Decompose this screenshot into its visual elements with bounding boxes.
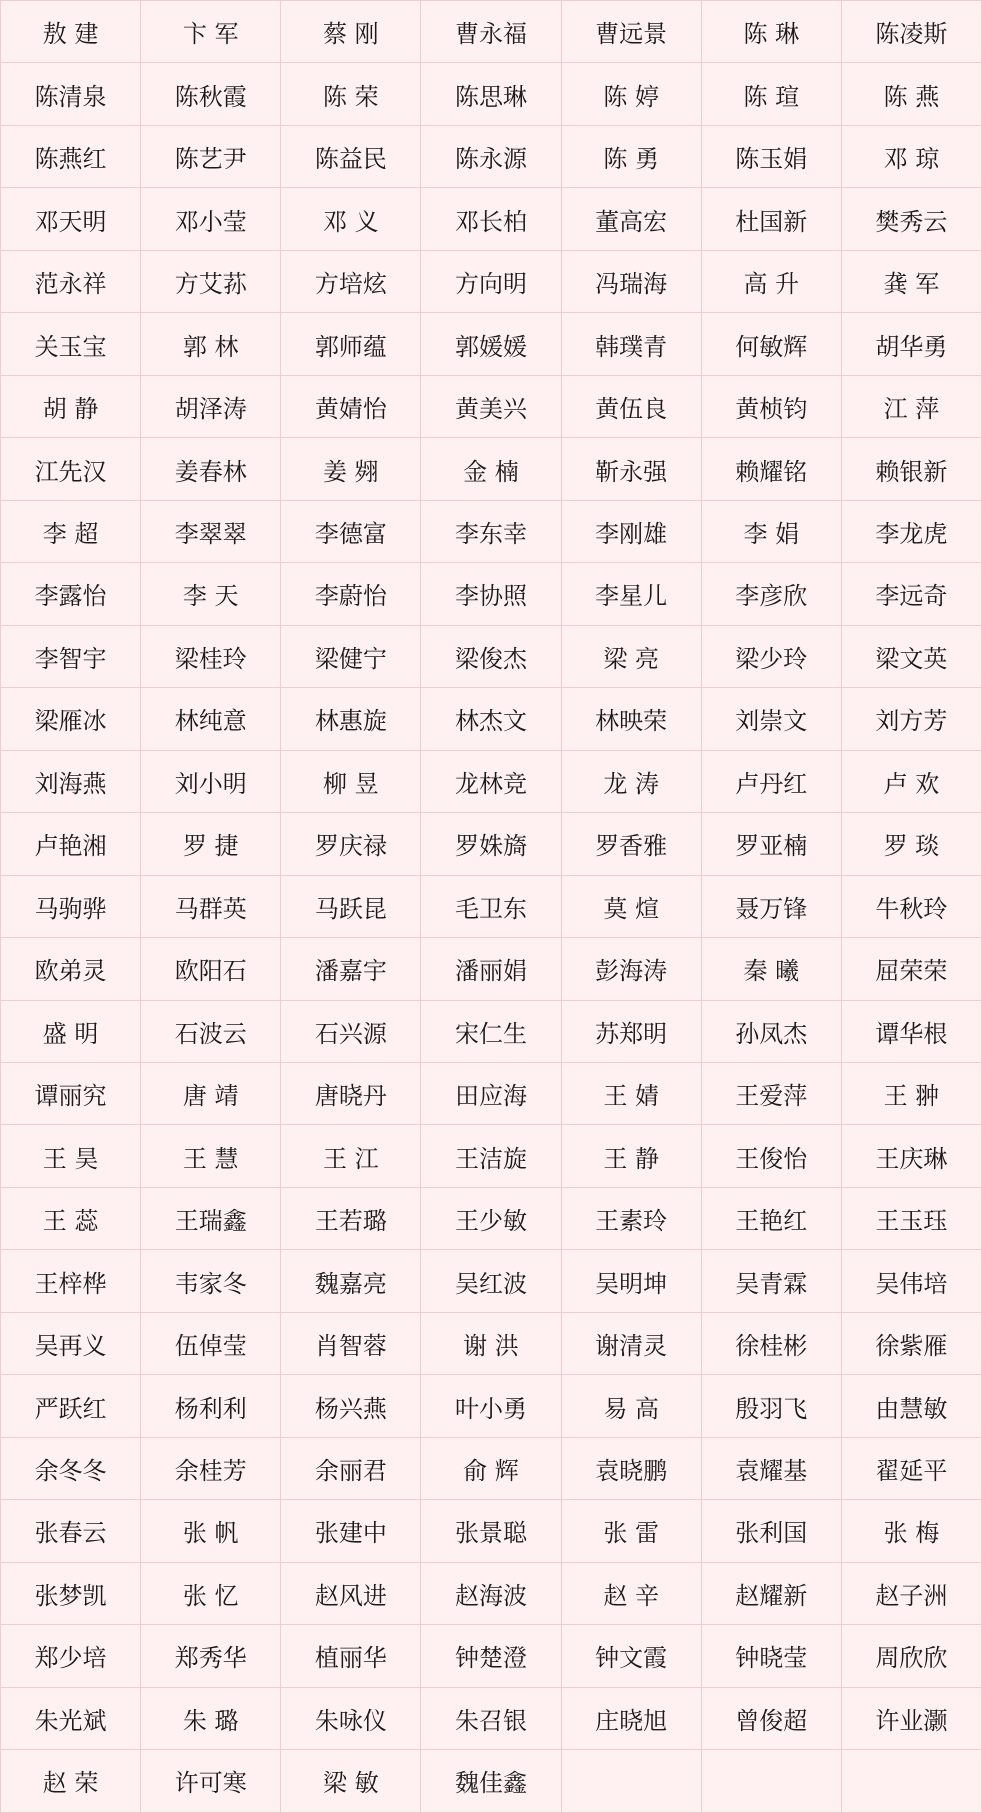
name-cell: 江 萍 [841, 375, 981, 437]
name-cell: 龙林竞 [421, 750, 561, 812]
name-cell: 石波云 [141, 1000, 281, 1062]
name-cell: 陈永源 [421, 125, 561, 187]
name-cell: 李 娟 [701, 500, 841, 562]
name-cell: 陈凌斯 [841, 1, 981, 63]
name-cell: 姜春林 [141, 438, 281, 500]
table-row [1, 1500, 982, 1562]
name-cell: 郑秀华 [141, 1625, 281, 1687]
name-cell: 田应海 [421, 1062, 561, 1124]
name-cell: 赵 辛 [561, 1562, 701, 1624]
table-row [1, 1375, 982, 1437]
name-cell: 黄伍良 [561, 375, 701, 437]
table-row [1, 1750, 982, 1812]
name-cell: 胡 静 [1, 375, 141, 437]
name-cell: 王 慧 [141, 1125, 281, 1187]
table-row [1, 750, 982, 812]
name-cell: 王若璐 [281, 1187, 421, 1249]
name-cell: 杨兴燕 [281, 1375, 421, 1437]
name-cell: 伍倬莹 [141, 1312, 281, 1374]
table-row [1, 250, 982, 312]
table-row [1, 1, 982, 63]
name-cell: 张春云 [1, 1500, 141, 1562]
table-row [1, 1250, 982, 1312]
name-cell: 盛 明 [1, 1000, 141, 1062]
name-cell: 林惠旋 [281, 688, 421, 750]
name-cell: 韦家冬 [141, 1250, 281, 1312]
name-cell: 苏郑明 [561, 1000, 701, 1062]
name-cell: 徐紫雁 [841, 1312, 981, 1374]
name-cell: 卢艳湘 [1, 813, 141, 875]
name-cell: 邓 琼 [841, 125, 981, 187]
name-cell: 李蔚怡 [281, 563, 421, 625]
name-cell: 严跃红 [1, 1375, 141, 1437]
name-cell: 张景聪 [421, 1500, 561, 1562]
name-cell: 王瑞鑫 [141, 1187, 281, 1249]
name-cell: 敖 建 [1, 1, 141, 63]
table-row [1, 1625, 982, 1687]
name-cell: 钟晓莹 [701, 1625, 841, 1687]
name-cell: 张 雷 [561, 1500, 701, 1562]
name-cell: 张建中 [281, 1500, 421, 1562]
name-cell: 韩璞青 [561, 313, 701, 375]
name-cell: 金 楠 [421, 438, 561, 500]
table-row [1, 313, 982, 375]
name-cell: 李远奇 [841, 563, 981, 625]
table-row [1, 1062, 982, 1124]
name-cell: 李 超 [1, 500, 141, 562]
name-cell: 黄美兴 [421, 375, 561, 437]
table-row [1, 500, 982, 562]
name-cell: 王 昊 [1, 1125, 141, 1187]
name-cell: 王俊怡 [701, 1125, 841, 1187]
name-cell: 邓小莹 [141, 188, 281, 250]
name-cell: 朱咏仪 [281, 1687, 421, 1749]
name-cell: 林纯意 [141, 688, 281, 750]
name-cell: 杜国新 [701, 188, 841, 250]
name-cell: 徐桂彬 [701, 1312, 841, 1374]
name-cell: 胡泽涛 [141, 375, 281, 437]
name-cell: 关玉宝 [1, 313, 141, 375]
name-cell: 李翠翠 [141, 500, 281, 562]
name-cell: 范永祥 [1, 250, 141, 312]
name-cell: 袁晓鹏 [561, 1437, 701, 1499]
name-cell: 郭媛媛 [421, 313, 561, 375]
name-cell: 植丽华 [281, 1625, 421, 1687]
name-cell: 欧阳石 [141, 938, 281, 1000]
name-cell: 孙凤杰 [701, 1000, 841, 1062]
name-cell: 赵风进 [281, 1562, 421, 1624]
name-cell: 罗 琰 [841, 813, 981, 875]
name-cell: 王爱萍 [701, 1062, 841, 1124]
table-row [1, 1437, 982, 1499]
name-cell: 梁俊杰 [421, 625, 561, 687]
name-cell: 许可寒 [141, 1750, 281, 1812]
name-cell: 吴明坤 [561, 1250, 701, 1312]
name-cell: 陈秋霞 [141, 63, 281, 125]
name-cell: 李龙虎 [841, 500, 981, 562]
name-cell: 张利国 [701, 1500, 841, 1562]
name-cell: 罗 捷 [141, 813, 281, 875]
name-cell: 朱光斌 [1, 1687, 141, 1749]
name-cell: 赖银新 [841, 438, 981, 500]
name-cell: 谢 洪 [421, 1312, 561, 1374]
name-cell: 陈 勇 [561, 125, 701, 187]
name-cell: 余桂芳 [141, 1437, 281, 1499]
name-cell: 张 梅 [841, 1500, 981, 1562]
name-cell: 牛秋玲 [841, 875, 981, 937]
name-cell: 唐 靖 [141, 1062, 281, 1124]
name-cell: 魏佳鑫 [421, 1750, 561, 1812]
name-cell: 潘丽娟 [421, 938, 561, 1000]
name-cell: 王 江 [281, 1125, 421, 1187]
name-cell: 唐晓丹 [281, 1062, 421, 1124]
name-cell: 王 翀 [841, 1062, 981, 1124]
name-cell: 朱 璐 [141, 1687, 281, 1749]
name-cell: 梁少玲 [701, 625, 841, 687]
name-cell: 张 忆 [141, 1562, 281, 1624]
name-cell: 石兴源 [281, 1000, 421, 1062]
name-cell: 梁 亮 [561, 625, 701, 687]
name-cell: 刘小明 [141, 750, 281, 812]
name-cell: 殷羽飞 [701, 1375, 841, 1437]
table-row [1, 563, 982, 625]
name-cell: 曾俊超 [701, 1687, 841, 1749]
name-cell: 钟楚澄 [421, 1625, 561, 1687]
name-cell: 赖耀铭 [701, 438, 841, 500]
name-cell: 许业灏 [841, 1687, 981, 1749]
name-cell: 钟文霞 [561, 1625, 701, 1687]
table-row [1, 1687, 982, 1749]
name-cell: 曹永福 [421, 1, 561, 63]
table-row [1, 688, 982, 750]
name-cell: 潘嘉宇 [281, 938, 421, 1000]
table-row [1, 1000, 982, 1062]
name-cell: 赵耀新 [701, 1562, 841, 1624]
name-cell: 林杰文 [421, 688, 561, 750]
name-cell: 李彦欣 [701, 563, 841, 625]
name-cell: 郭 林 [141, 313, 281, 375]
table-row [1, 188, 982, 250]
table-row [1, 875, 982, 937]
name-cell: 刘崇文 [701, 688, 841, 750]
name-cell: 樊秀云 [841, 188, 981, 250]
name-cell: 龚 军 [841, 250, 981, 312]
name-cell: 黄桢钧 [701, 375, 841, 437]
table-row [1, 1312, 982, 1374]
name-cell: 梁 敏 [281, 1750, 421, 1812]
name-cell: 陈益民 [281, 125, 421, 187]
name-cell: 欧弟灵 [1, 938, 141, 1000]
name-cell: 王少敏 [421, 1187, 561, 1249]
name-cell: 李刚雄 [561, 500, 701, 562]
name-cell: 赵海波 [421, 1562, 561, 1624]
name-cell: 易 高 [561, 1375, 701, 1437]
name-cell: 陈 荣 [281, 63, 421, 125]
name-cell: 王 静 [561, 1125, 701, 1187]
name-cell: 聂万锋 [701, 875, 841, 937]
table-row [1, 438, 982, 500]
name-cell: 叶小勇 [421, 1375, 561, 1437]
name-cell: 蔡 刚 [281, 1, 421, 63]
name-cell: 张 帆 [141, 1500, 281, 1562]
name-cell: 谭丽究 [1, 1062, 141, 1124]
name-cell: 陈 婷 [561, 63, 701, 125]
name-cell: 王玉珏 [841, 1187, 981, 1249]
name-cell: 赵子洲 [841, 1562, 981, 1624]
name-cell: 邓 义 [281, 188, 421, 250]
name-cell: 方培炫 [281, 250, 421, 312]
name-cell: 郑少培 [1, 1625, 141, 1687]
name-cell: 杨利利 [141, 1375, 281, 1437]
name-cell: 余丽君 [281, 1437, 421, 1499]
name-cell: 庄晓旭 [561, 1687, 701, 1749]
name-cell: 罗香雅 [561, 813, 701, 875]
name-cell: 李露怡 [1, 563, 141, 625]
name-cell [561, 1750, 701, 1812]
name-cell: 梁文英 [841, 625, 981, 687]
name-cell: 卢 欢 [841, 750, 981, 812]
name-cell: 肖智蓉 [281, 1312, 421, 1374]
table-row [1, 125, 982, 187]
name-cell: 屈荣荣 [841, 938, 981, 1000]
name-cell: 靳永强 [561, 438, 701, 500]
name-cell: 王洁旋 [421, 1125, 561, 1187]
name-cell: 陈思琳 [421, 63, 561, 125]
name-cell: 陈艺尹 [141, 125, 281, 187]
name-cell [841, 1750, 981, 1812]
name-cell: 谢清灵 [561, 1312, 701, 1374]
name-cell: 彭海涛 [561, 938, 701, 1000]
table-row [1, 1125, 982, 1187]
name-cell: 秦 曦 [701, 938, 841, 1000]
name-cell: 谭华根 [841, 1000, 981, 1062]
name-cell: 朱召银 [421, 1687, 561, 1749]
name-cell: 李协照 [421, 563, 561, 625]
name-cell: 袁耀基 [701, 1437, 841, 1499]
name-cell: 方艾荪 [141, 250, 281, 312]
name-cell: 由慧敏 [841, 1375, 981, 1437]
name-cell: 陈玉娟 [701, 125, 841, 187]
table-row [1, 1562, 982, 1624]
name-cell: 高 升 [701, 250, 841, 312]
name-cell: 郭师蕴 [281, 313, 421, 375]
name-cell: 赵 荣 [1, 1750, 141, 1812]
name-cell: 林映荣 [561, 688, 701, 750]
table-row [1, 938, 982, 1000]
name-cell: 莫 煊 [561, 875, 701, 937]
name-cell: 姜 翙 [281, 438, 421, 500]
name-cell: 李 天 [141, 563, 281, 625]
name-cell: 余冬冬 [1, 1437, 141, 1499]
name-cell: 陈 瑄 [701, 63, 841, 125]
name-cell: 吴伟培 [841, 1250, 981, 1312]
name-cell: 翟延平 [841, 1437, 981, 1499]
name-cell [701, 1750, 841, 1812]
name-cell: 邓长柏 [421, 188, 561, 250]
name-cell: 卞 军 [141, 1, 281, 63]
table-row [1, 813, 982, 875]
name-cell: 江先汉 [1, 438, 141, 500]
name-cell: 周欣欣 [841, 1625, 981, 1687]
name-cell: 卢丹红 [701, 750, 841, 812]
name-cell: 胡华勇 [841, 313, 981, 375]
name-cell: 俞 辉 [421, 1437, 561, 1499]
name-cell: 王庆琳 [841, 1125, 981, 1187]
name-cell: 曹远景 [561, 1, 701, 63]
name-cell: 陈 琳 [701, 1, 841, 63]
name-cell: 陈清泉 [1, 63, 141, 125]
table-row [1, 375, 982, 437]
name-cell: 梁雁冰 [1, 688, 141, 750]
name-cell: 吴青霖 [701, 1250, 841, 1312]
table-row [1, 63, 982, 125]
name-cell: 王梓桦 [1, 1250, 141, 1312]
name-cell: 马跃昆 [281, 875, 421, 937]
name-cell: 黄婧怡 [281, 375, 421, 437]
name-cell: 陈 燕 [841, 63, 981, 125]
name-cell: 张梦凯 [1, 1562, 141, 1624]
name-cell: 王素玲 [561, 1187, 701, 1249]
name-cell: 冯瑞海 [561, 250, 701, 312]
name-cell: 罗姝旖 [421, 813, 561, 875]
name-cell: 刘海燕 [1, 750, 141, 812]
name-cell: 龙 涛 [561, 750, 701, 812]
name-cell: 马驹骅 [1, 875, 141, 937]
table-row [1, 625, 982, 687]
name-cell: 宋仁生 [421, 1000, 561, 1062]
name-cell: 李德富 [281, 500, 421, 562]
name-cell: 魏嘉亮 [281, 1250, 421, 1312]
name-cell: 梁健宁 [281, 625, 421, 687]
name-cell: 毛卫东 [421, 875, 561, 937]
name-cell: 柳 昱 [281, 750, 421, 812]
name-cell: 罗亚楠 [701, 813, 841, 875]
name-cell: 刘方芳 [841, 688, 981, 750]
name-cell: 董高宏 [561, 188, 701, 250]
name-cell: 李智宇 [1, 625, 141, 687]
name-cell: 王 婧 [561, 1062, 701, 1124]
name-cell: 吴红波 [421, 1250, 561, 1312]
name-cell: 李东幸 [421, 500, 561, 562]
name-cell: 吴再义 [1, 1312, 141, 1374]
name-cell: 王艳红 [701, 1187, 841, 1249]
name-cell: 马群英 [141, 875, 281, 937]
name-cell: 李星儿 [561, 563, 701, 625]
name-cell: 方向明 [421, 250, 561, 312]
name-cell: 王 蕊 [1, 1187, 141, 1249]
name-cell: 罗庆禄 [281, 813, 421, 875]
name-cell: 何敏辉 [701, 313, 841, 375]
table-row [1, 1187, 982, 1249]
name-cell: 邓天明 [1, 188, 141, 250]
name-list-body [1, 1, 982, 1813]
name-cell: 陈燕红 [1, 125, 141, 187]
name-cell: 梁桂玲 [141, 625, 281, 687]
